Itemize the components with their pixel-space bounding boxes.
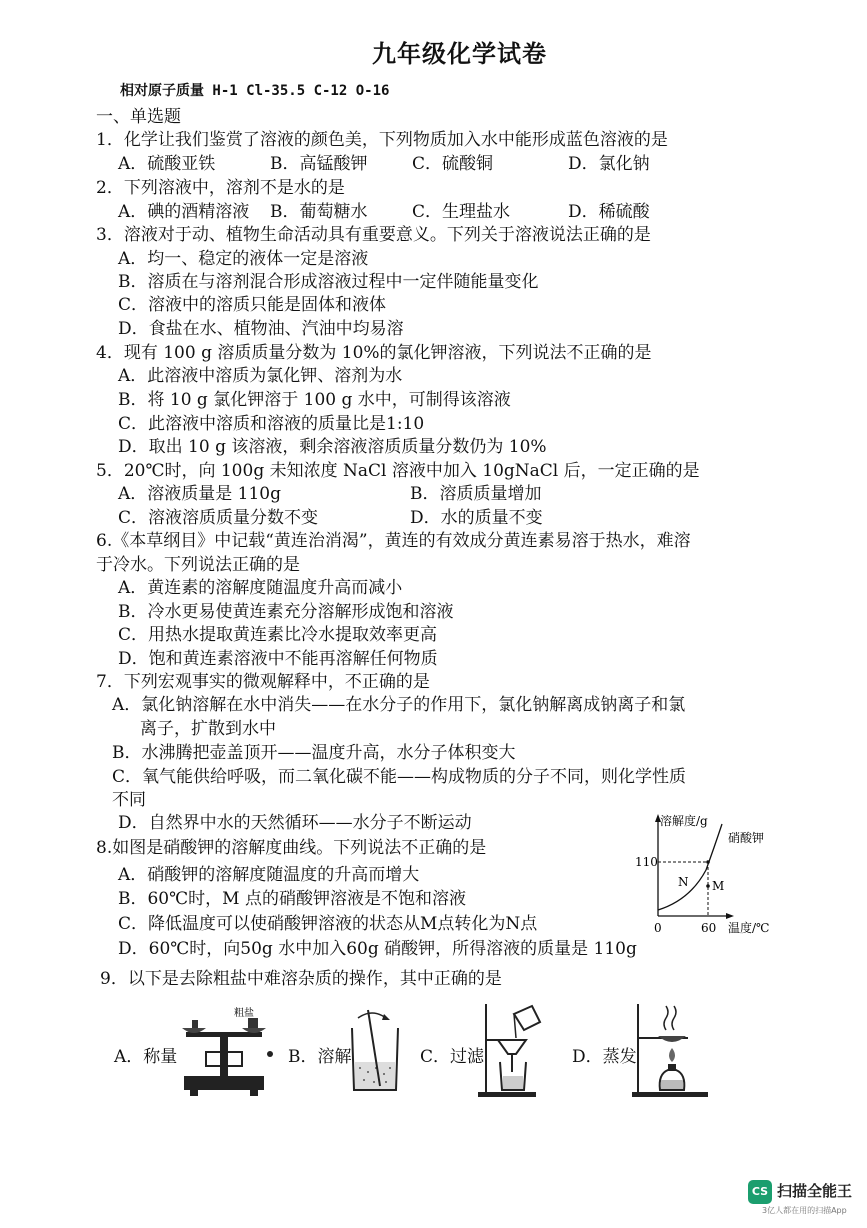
beaker-icon	[346, 1004, 406, 1096]
q7-option-b: B．水沸腾把壶盖顶开——温度升高，水分子体积变大	[112, 743, 516, 763]
q4-option-a: A．此溶液中溶质为氯化钾、溶剂为水	[118, 366, 403, 386]
q2-option-a: A．碘的酒精溶液	[118, 202, 250, 222]
atomic-masses: 相对原子质量 H-1 Cl-35.5 C-12 O-16	[120, 83, 390, 99]
q7-option-c-line1: C．氧气能供给呼吸，而二氧化碳不能——构成物质的分子不同，则化学性质	[112, 767, 687, 787]
q5-option-c: C．溶液溶质质量分数不变	[118, 508, 319, 528]
x-axis-arrow	[726, 913, 734, 919]
q6-option-c: C．用热水提取黄连素比冷水提取效率更高	[118, 625, 438, 645]
solubility-curve-figure	[635, 812, 778, 940]
q6-option-b: B．冷水更易使黄连素充分溶解形成饱和溶液	[118, 602, 454, 622]
q1-option-b: B．高锰酸钾	[270, 154, 368, 174]
point-m-dot	[706, 884, 710, 888]
q6-stem-line2: 于冷水。下列说法正确的是	[96, 555, 300, 575]
q6-option-d: D．饱和黄连素溶液中不能再溶解任何物质	[118, 649, 438, 669]
q9-figures	[110, 1004, 730, 1104]
q2-stem: 2．下列溶液中，溶剂不是水的是	[96, 178, 345, 198]
q4-option-c: C．此溶液中溶质和溶液的质量比是1:10	[118, 414, 425, 434]
q9-option-c: C．过滤	[420, 1047, 485, 1067]
page-title: 九年级化学试卷	[372, 39, 547, 68]
q5-stem: 5．20℃时，向 100g 未知浓度 NaCl 溶液中加入 10gNaCl 后，一定正确的是	[96, 461, 700, 481]
scanner-logo-icon: CS	[748, 1180, 772, 1204]
origin-label: 0	[654, 921, 662, 935]
q8-option-b: B．60℃时，M 点的硝酸钾溶液是不饱和溶液	[118, 889, 466, 909]
q8-stem: 8.如图是硝酸钾的溶解度曲线。下列说法不正确的是	[96, 838, 487, 858]
q7-option-d: D．自然界中水的天然循环——水分子不断运动	[118, 813, 472, 833]
q5-option-a: A．溶液质量是 110g	[118, 484, 282, 504]
x-axis-label: 温度/℃	[728, 921, 770, 935]
q3-option-a: A．均一、稳定的液体一定是溶液	[118, 249, 369, 269]
point-n-label: N	[678, 875, 689, 889]
q8-option-c: C．降低温度可以使硝酸钾溶液的状态从M点转化为N点	[118, 914, 538, 934]
balance-icon	[176, 1004, 286, 1098]
curve-point-n	[706, 860, 710, 864]
q7-stem: 7．下列宏观事实的微观解释中，不正确的是	[96, 672, 430, 692]
q1-option-c: C．硫酸铜	[412, 154, 494, 174]
q9-option-d: D．蒸发	[572, 1047, 637, 1067]
q5-option-d: D．水的质量不变	[410, 508, 543, 528]
q1-option-d: D．氯化钠	[568, 154, 650, 174]
q3-option-d: D．食盐在水、植物油、汽油中均易溶	[118, 319, 404, 339]
q3-stem: 3．溶液对于动、植物生命活动具有重要意义。下列关于溶液说法正确的是	[96, 225, 651, 245]
scanner-app-name: 扫描全能王	[777, 1182, 853, 1200]
y-tick-110: 110	[635, 855, 658, 869]
q3-option-c: C．溶液中的溶质只能是固体和液体	[118, 295, 387, 315]
evaporation-icon	[630, 1000, 710, 1100]
q7-option-a-line1: A．氯化钠溶解在水中消失——在水分子的作用下，氯化钠解离成钠离子和氯	[112, 695, 686, 715]
q9-option-b: B．溶解	[288, 1047, 352, 1067]
y-axis-label: 溶解度/g	[660, 814, 708, 828]
potassium-nitrate-curve	[658, 824, 725, 910]
q6-stem-line1: 6.《本草纲目》中记载“黄连治消渴”，黄连的有效成分黄连素易溶于热水，难溶	[96, 531, 691, 551]
q9-stem: 9．以下是去除粗盐中难溶杂质的操作，其中正确的是	[100, 969, 502, 989]
series-label: 硝酸钾	[728, 831, 765, 845]
q6-option-a: A．黄连素的溶解度随温度升高而减小	[118, 578, 403, 598]
q8-option-a: A．硝酸钾的溶解度随温度的升高而增大	[118, 865, 420, 885]
x-tick-60: 60	[701, 921, 717, 935]
q2-option-d: D．稀硫酸	[568, 202, 650, 222]
q9-option-a: A．称量	[114, 1047, 178, 1067]
salt-label: 粗盐	[234, 1008, 254, 1019]
q8-option-d: D．60℃时，向50g 水中加入60g 硝酸钾，所得溶液的质量是 110g	[118, 939, 637, 959]
q7-option-c-line2: 不同	[112, 790, 146, 810]
q4-option-d: D．取出 10 g 该溶液，剩余溶液溶质质量分数仍为 10%	[118, 437, 547, 457]
q7-option-a-line2: 离子，扩散到水中	[140, 719, 276, 739]
q3-option-b: B．溶质在与溶剂混合形成溶液过程中一定伴随能量变化	[118, 272, 539, 292]
q2-option-c: C．生理盐水	[412, 202, 511, 222]
q2-option-b: B．葡萄糖水	[270, 202, 368, 222]
filtration-icon	[476, 1000, 556, 1100]
point-m-label: M	[712, 879, 725, 893]
q4-option-b: B．将 10 g 氯化钾溶于 100 g 水中，可制得该溶液	[118, 390, 511, 410]
q5-option-b: B．溶质质量增加	[410, 484, 542, 504]
q1-option-a: A．硫酸亚铁	[118, 154, 216, 174]
scanner-app-tagline: 3亿人都在用的扫描App	[762, 1206, 847, 1215]
section-heading: 一、单选题	[96, 107, 181, 127]
q1-stem: 1．化学让我们鉴赏了溶液的颜色美，下列物质加入水中能形成蓝色溶液的是	[96, 130, 668, 150]
q4-stem: 4．现有 100 g 溶质质量分数为 10%的氯化钾溶液，下列说法不正确的是	[96, 343, 652, 363]
